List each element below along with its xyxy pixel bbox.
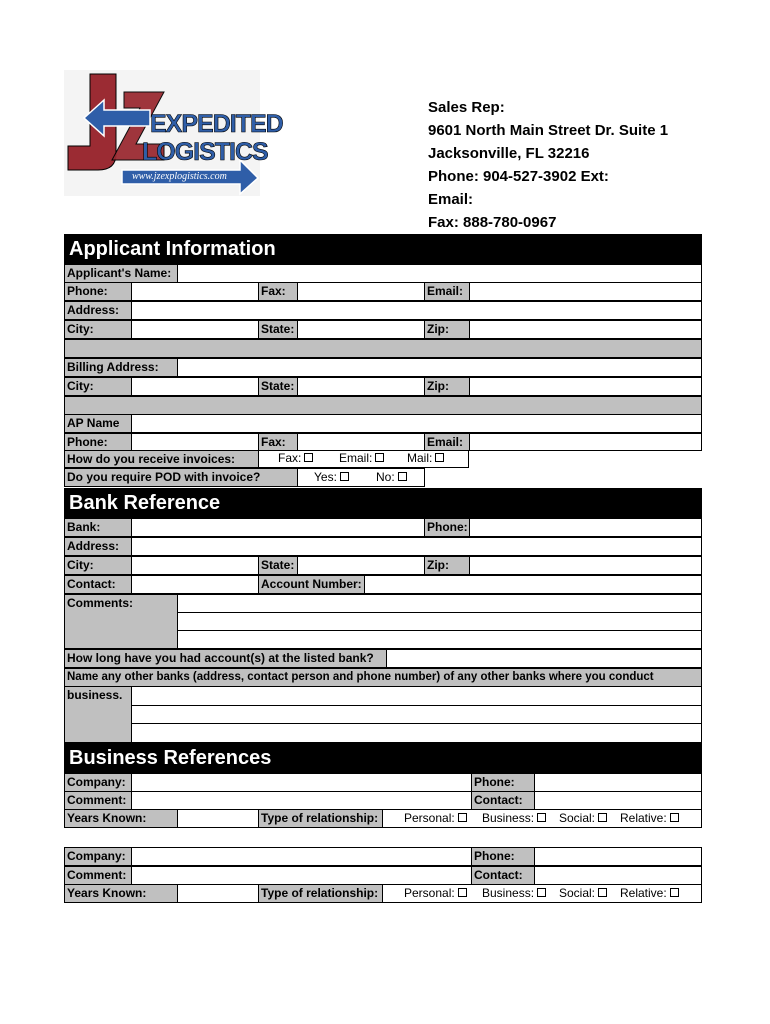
- ref2-years-input[interactable]: [177, 884, 259, 903]
- applicant-state-input[interactable]: [297, 320, 425, 339]
- logo-website: www.jzexplogistics.com: [132, 171, 227, 182]
- ref1-company-label: Company:: [64, 773, 132, 792]
- bank-contact-label: Contact:: [64, 575, 132, 594]
- ref1-contact-input[interactable]: [534, 791, 702, 810]
- ref1-personal-checkbox[interactable]: [458, 813, 467, 822]
- billing-address-input[interactable]: [177, 358, 702, 377]
- bank-contact-input[interactable]: [131, 575, 259, 594]
- business-section-header: Business References: [64, 743, 702, 773]
- pod-question-label: Do you require POD with invoice?: [64, 468, 298, 487]
- ap-name-input[interactable]: [131, 414, 702, 433]
- ref2-social-label: Social:: [559, 886, 596, 900]
- bank-comments-label: Comments:: [64, 594, 178, 649]
- company-logo: [64, 70, 283, 196]
- bank-address-label: Address:: [64, 537, 132, 556]
- applicant-email-input[interactable]: [469, 282, 702, 301]
- invoice-mail-option-label: Mail:: [407, 451, 433, 465]
- applicant-zip-label: Zip:: [424, 320, 470, 339]
- bank-city-label: City:: [64, 556, 132, 575]
- company-address1: 9601 North Main Street Dr. Suite 1: [428, 122, 669, 139]
- invoices-question-label: How do you receive invoices:: [64, 450, 259, 468]
- ap-email-label: Email:: [424, 433, 470, 451]
- invoice-mail-checkbox[interactable]: [435, 453, 444, 462]
- pod-yes-label: Yes:: [314, 470, 337, 484]
- ap-phone-label: Phone:: [64, 433, 132, 451]
- other-banks-line-1[interactable]: [131, 686, 702, 706]
- ref2-relationship-label: Type of relationship:: [258, 884, 383, 903]
- applicant-email-label: Email:: [424, 282, 470, 301]
- bank-comments-line-3[interactable]: [177, 630, 702, 649]
- billing-zip-input[interactable]: [469, 377, 702, 396]
- ap-email-input[interactable]: [469, 433, 702, 451]
- ref2-company-label: Company:: [64, 847, 132, 866]
- other-banks-line2: business.: [67, 688, 123, 702]
- sales-rep: Sales Rep:: [428, 99, 505, 116]
- billing-state-label: State:: [258, 377, 298, 396]
- ref2-company-input[interactable]: [131, 847, 472, 866]
- invoice-email-option-label: Email:: [339, 451, 373, 465]
- ref2-comment-label: Comment:: [64, 866, 132, 885]
- company-address2: Jacksonville, FL 32216: [428, 145, 590, 162]
- ref2-business-checkbox[interactable]: [537, 888, 546, 897]
- company-phone: Phone: 904-527-3902 Ext:: [428, 168, 609, 185]
- other-banks-question: [64, 668, 702, 687]
- pod-no-checkbox[interactable]: [398, 472, 407, 481]
- applicant-name-label: Applicant's Name:: [64, 264, 178, 283]
- ref1-relationship-label: Type of relationship:: [258, 809, 383, 828]
- applicant-city-label: City:: [64, 320, 132, 339]
- ref1-contact-label: Contact:: [471, 791, 535, 810]
- ap-fax-label: Fax:: [258, 433, 298, 451]
- applicant-state-label: State:: [258, 320, 298, 339]
- ref1-comment-input[interactable]: [131, 791, 472, 810]
- ref1-personal-label: Personal:: [404, 811, 455, 825]
- ref2-personal-checkbox[interactable]: [458, 888, 467, 897]
- ref2-social-checkbox[interactable]: [598, 888, 607, 897]
- bank-state-label: State:: [258, 556, 298, 575]
- billing-city-input[interactable]: [131, 377, 259, 396]
- bank-comments-line-2[interactable]: [177, 612, 702, 631]
- applicant-address-label: Address:: [64, 301, 132, 320]
- ap-name-label: AP Name: [64, 414, 132, 433]
- ref2-phone-label: Phone:: [471, 847, 535, 866]
- applicant-zip-input[interactable]: [469, 320, 702, 339]
- ref1-company-input[interactable]: [131, 773, 472, 792]
- applicant-address-input[interactable]: [131, 301, 702, 320]
- company-fax: Fax: 888-780-0967: [428, 214, 557, 231]
- bank-phone-input[interactable]: [469, 518, 702, 537]
- applicant-phone-label: Phone:: [64, 282, 132, 301]
- bank-how-long-label: How long have you had account(s) at the listed bank?: [64, 649, 387, 668]
- bank-name-input[interactable]: [131, 518, 425, 537]
- billing-state-input[interactable]: [297, 377, 425, 396]
- bank-address-input[interactable]: [131, 537, 702, 556]
- billing-city-label: City:: [64, 377, 132, 396]
- ref1-social-label: Social:: [559, 811, 596, 825]
- ref1-relative-checkbox[interactable]: [670, 813, 679, 822]
- pod-yes-checkbox[interactable]: [340, 472, 349, 481]
- spacer-row: [64, 339, 702, 358]
- ref1-relative-label: Relative:: [620, 811, 667, 825]
- ref2-years-label: Years Known:: [64, 884, 178, 903]
- ref2-relative-checkbox[interactable]: [670, 888, 679, 897]
- other-banks-question-cont: [64, 686, 132, 743]
- bank-zip-input[interactable]: [469, 556, 702, 575]
- ref2-comment-input[interactable]: [131, 866, 472, 885]
- applicant-fax-label: Fax:: [258, 282, 298, 301]
- applicant-city-input[interactable]: [131, 320, 259, 339]
- company-email: Email:: [428, 191, 474, 208]
- ref2-business-label: Business:: [482, 886, 535, 900]
- ref2-phone-input[interactable]: [534, 847, 702, 866]
- ref1-years-label: Years Known:: [64, 809, 178, 828]
- billing-address-label: Billing Address:: [64, 358, 178, 377]
- applicant-name-input[interactable]: [177, 264, 702, 283]
- ap-fax-input[interactable]: [297, 433, 425, 451]
- bank-city-input[interactable]: [131, 556, 259, 575]
- ref2-relative-label: Relative:: [620, 886, 667, 900]
- bank-name-label: Bank:: [64, 518, 132, 537]
- ref2-contact-label: Contact:: [471, 866, 535, 885]
- applicant-phone-input[interactable]: [131, 282, 259, 301]
- pod-no-label: No:: [376, 470, 395, 484]
- ref2-contact-input[interactable]: [534, 866, 702, 885]
- ref2-personal-label: Personal:: [404, 886, 455, 900]
- ref1-phone-input[interactable]: [534, 773, 702, 792]
- ref1-business-checkbox[interactable]: [537, 813, 546, 822]
- ap-phone-input[interactable]: [131, 433, 259, 451]
- logo-line1: EXPEDITED: [150, 110, 283, 138]
- billing-zip-label: Zip:: [424, 377, 470, 396]
- other-banks-line-3[interactable]: [131, 723, 702, 743]
- bank-how-long-input[interactable]: [386, 649, 702, 668]
- bank-zip-label: Zip:: [424, 556, 470, 575]
- bank-comments-line-1[interactable]: [177, 594, 702, 613]
- spacer-row: [64, 396, 702, 415]
- ref1-years-input[interactable]: [177, 809, 259, 828]
- other-banks-line1: Name any other banks (address, contact person and phone number) of any other banks where you conduct: [67, 671, 654, 683]
- bank-account-number-input[interactable]: [364, 575, 702, 594]
- invoice-fax-checkbox[interactable]: [304, 453, 313, 462]
- bank-section-header: Bank Reference: [64, 488, 702, 518]
- ref1-comment-label: Comment:: [64, 791, 132, 810]
- invoice-fax-option-label: Fax:: [278, 451, 302, 465]
- applicant-fax-input[interactable]: [297, 282, 425, 301]
- logo-line2: LOGISTICS: [142, 138, 268, 166]
- bank-phone-label: Phone:: [424, 518, 470, 537]
- ref1-social-checkbox[interactable]: [598, 813, 607, 822]
- invoice-email-checkbox[interactable]: [375, 453, 384, 462]
- applicant-section-header: Applicant Information: [64, 234, 702, 264]
- other-banks-line-2[interactable]: [131, 705, 702, 724]
- ref1-business-label: Business:: [482, 811, 535, 825]
- ref1-phone-label: Phone:: [471, 773, 535, 792]
- bank-state-input[interactable]: [297, 556, 425, 575]
- bank-account-number-label: Account Number:: [258, 575, 365, 594]
